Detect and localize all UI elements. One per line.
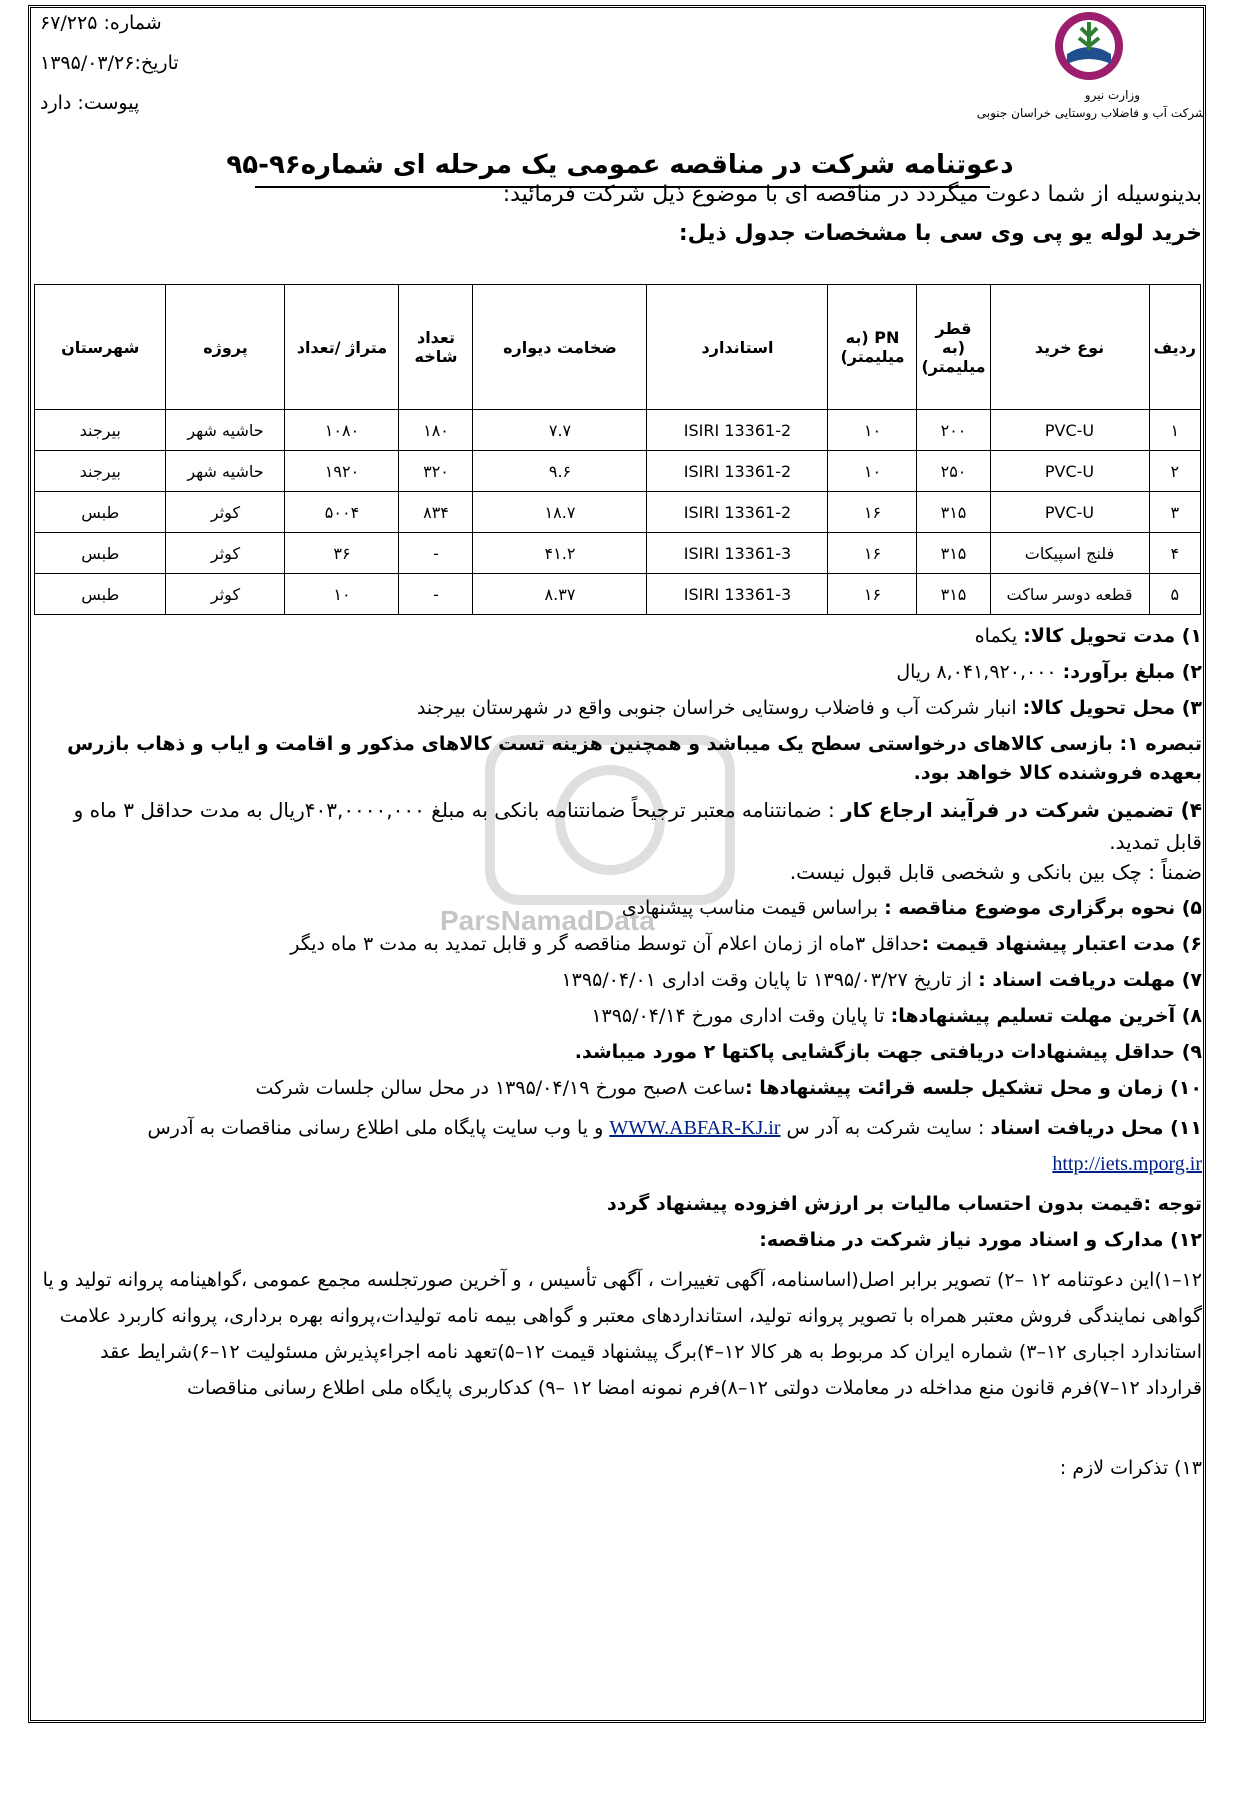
item-doc-location: ۱۱) محل دریافت اسناد : سایت شرکت به آدر س WWW.ABFAR-KJ.ir و یا وب سایت پایگاه ملی اطلاع رسانی مناقصات به آدرس http://iets.mporg.ir — [147, 1117, 1202, 1175]
table-cell: ۳۶ — [285, 533, 399, 574]
table-cell: حاشیه شهر — [166, 451, 285, 492]
table-cell: ۵ — [1149, 574, 1200, 615]
table-cell: ۱۰ — [828, 410, 917, 451]
org-company: شرکت آب و فاضلاب روستایی خراسان جنوبی — [976, 106, 1205, 120]
table-cell: ۱۶ — [828, 574, 917, 615]
table-cell: ۹.۶ — [473, 451, 647, 492]
org-ministry: وزارت نیرو — [1084, 88, 1140, 102]
col-header: استاندارد — [647, 285, 828, 410]
iets-site-link[interactable]: http://iets.mporg.ir — [1052, 1153, 1202, 1175]
table-cell: ISIRI 13361-2 — [647, 451, 828, 492]
table-row — [35, 451, 1201, 492]
table-cell: ۱۰ — [828, 451, 917, 492]
table-cell: PVC-U — [990, 451, 1149, 492]
item-min-bids: ۹) حداقل پیشنهادات دریافتی جهت بازگشایی پاکتها ۲ مورد میباشد. — [574, 1041, 1202, 1063]
table-cell: ۲۵۰ — [917, 451, 990, 492]
item-estimate: ۲) مبلغ برآورد: ۸,۰۴۱,۹۲۰,۰۰۰ ریال — [896, 661, 1202, 683]
table-cell: بیرجند — [35, 451, 166, 492]
company-logo-icon — [1053, 10, 1125, 82]
table-cell: ۲۰۰ — [917, 410, 990, 451]
table-row — [35, 410, 1201, 451]
item-guarantee-note: ضمناً : چک بین بانکی و شخصی قابل قبول نیست. — [789, 860, 1202, 884]
table-cell: ۱ — [1149, 410, 1200, 451]
table-cell: فلنج اسپیکات — [990, 533, 1149, 574]
table-cell: طبس — [35, 492, 166, 533]
letter-date: تاریخ:۱۳۹۵/۰۳/۲۶ — [40, 52, 179, 74]
item-required-docs: ۱۲) مدارک و اسناد مورد نیاز شرکت در مناقصه: — [759, 1229, 1202, 1251]
company-site-link[interactable]: WWW.ABFAR-KJ.ir — [609, 1117, 781, 1139]
spec-table — [34, 284, 1201, 615]
col-header: پروژه — [166, 285, 285, 410]
col-header: نوع خرید — [990, 285, 1149, 410]
item-notes: ۱۳) تذکرات لازم : — [1059, 1457, 1202, 1479]
table-cell: ۱۶ — [828, 492, 917, 533]
item-validity: ۶) مدت اعتبار پیشنهاد قیمت :حداقل ۳ماه از زمان اعلام آن توسط مناقصه گر و قابل تمدید به مدت ۳ ماه دیگر — [290, 933, 1202, 955]
item-guarantee: ۴) تضمین شرکت در فرآیند ارجاع کار : ضمانتنامه معتبر ترجیحاً ضمانتنامه بانکی به مبلغ ۴۰۳,۰۰۰۰,۰۰۰ریال به مدت حداقل ۳ ماه و قابل تمدید. — [73, 798, 1202, 854]
intro-line-1: بدینوسیله از شما دعوت میگردد در مناقصه ای با موضوع ذیل شرکت فرمائید: — [502, 182, 1202, 207]
intro-line-2: خرید لوله یو پی وی سی با مشخصات جدول ذیل: — [678, 221, 1202, 246]
table-cell: ISIRI 13361-2 — [647, 492, 828, 533]
col-header: قطر (به میلیمتر) — [917, 285, 990, 410]
table-header-row — [35, 285, 1201, 410]
table-row — [35, 574, 1201, 615]
table-cell: ۱۹۲۰ — [285, 451, 399, 492]
table-cell: ۱۸۰ — [399, 410, 473, 451]
table-cell: ۲ — [1149, 451, 1200, 492]
table-cell: ۴ — [1149, 533, 1200, 574]
table-cell: کوثر — [166, 574, 285, 615]
table-cell: ۳۱۵ — [917, 533, 990, 574]
item-opening-session: ۱۰) زمان و محل تشکیل جلسه قرائت پیشنهادها :ساعت ۸صبح مورخ ۱۳۹۵/۰۴/۱۹ در محل سالن جلسات شرکت — [255, 1077, 1202, 1099]
col-header: PN (به میلیمتر) — [828, 285, 917, 410]
col-header: متراژ /تعداد — [285, 285, 399, 410]
table-cell: ISIRI 13361-3 — [647, 574, 828, 615]
col-header: شهرستان — [35, 285, 166, 410]
table-cell: ۳۲۰ — [399, 451, 473, 492]
table-cell: ۴۱.۲ — [473, 533, 647, 574]
watermark-site: ParsNamadData — [440, 905, 655, 936]
table-cell: ۵۰۰۴ — [285, 492, 399, 533]
table-cell: ۱۰ — [285, 574, 399, 615]
table-cell: ۳ — [1149, 492, 1200, 533]
table-cell: PVC-U — [990, 492, 1149, 533]
item-submit-deadline: ۸) آخرین مهلت تسلیم پیشنهادها: تا پایان وقت اداری مورخ ۱۳۹۵/۰۴/۱۴ — [591, 1005, 1202, 1027]
table-cell: ۳۱۵ — [917, 574, 990, 615]
item-delivery-place: ۳) محل تحویل کالا: انبار شرکت آب و فاضلاب روستایی خراسان جنوبی واقع در شهرستان بیرجند — [416, 697, 1202, 719]
table-cell: ۱۸.۷ — [473, 492, 647, 533]
table-cell: کوثر — [166, 492, 285, 533]
table-cell: قطعه دوسر ساکت — [990, 574, 1149, 615]
note-vat: توجه :قیمت بدون احتساب مالیات بر ارزش افزوده پیشنهاد گردد — [606, 1193, 1202, 1215]
letter-attachment: پیوست: دارد — [40, 92, 140, 114]
note-inspection: تبصره ۱: بازسی کالاهای درخواستی سطح یک میباشد و همچنین هزینه تست کالاهای مذکور و اقامت و ایاب و ذهاب بازرس بعهده فروشنده کالا خواهد بود. — [67, 733, 1202, 784]
table-cell: ۱۰۸۰ — [285, 410, 399, 451]
table-cell: ۸۳۴ — [399, 492, 473, 533]
table-cell: - — [399, 574, 473, 615]
table-cell: ISIRI 13361-2 — [647, 410, 828, 451]
table-cell: طبس — [35, 574, 166, 615]
col-header: تعداد شاخه — [399, 285, 473, 410]
col-header: ضخامت دیواره — [473, 285, 647, 410]
item-method: ۵) نحوه برگزاری موضوع مناقصه : براساس قیمت مناسب پیشنهادی — [621, 897, 1202, 919]
table-cell: ۱۶ — [828, 533, 917, 574]
table-cell: کوثر — [166, 533, 285, 574]
table-cell: ۷.۷ — [473, 410, 647, 451]
item-delivery-time: ۱) مدت تحویل کالا: یکماه — [974, 625, 1202, 647]
page-title: دعوتنامه شرکت در مناقصه عمومی یک مرحله ای شماره۹۶-۹۵ — [226, 150, 1014, 180]
item-doc-deadline: ۷) مهلت دریافت اسناد : از تاریخ ۱۳۹۵/۰۳/۲۷ تا پایان وقت اداری ۱۳۹۵/۰۴/۰۱ — [561, 969, 1202, 991]
table-cell: - — [399, 533, 473, 574]
table-cell: حاشیه شهر — [166, 410, 285, 451]
required-docs-list: ۱۲–۱)این دعوتنامه ۱۲ –۲) تصویر برابر اصل(اساسنامه، آگهی تغییرات ، آگهی تأسیس ، و آخرین صورتجلسه مجمع عمومی ،گواهینامه پروانه تولید و یا گواهی نمایندگی فروش معتبر همراه با تصویر پروانه تولید، استانداردهای معتبر و گواهی بیمه نامه تولیدات،پروانه بهره برداری، پروانه کاربرد علامت استاندارد اجباری ۱۲–۳) شماره ایران کد مربوط به هر کالا ۱۲–۴)برگ پیشنهاد قیمت ۱۲–۵)تعهد نامه اجراءپذیرش مسئولیت ۱۲–۶)شرایط عقد قرارداد ۱۲–۷)فرم قانون منع مداخله در معاملات دولتی ۱۲–۸)فرم نمونه امضا ۱۲ –۹) کدکاربری پایگاه ملی اطلاع رسانی مناقصات — [42, 1269, 1202, 1399]
table-cell: بیرجند — [35, 410, 166, 451]
table-cell: ۳۱۵ — [917, 492, 990, 533]
table-cell: PVC-U — [990, 410, 1149, 451]
col-header: ردیف — [1149, 285, 1200, 410]
table-cell: ISIRI 13361-3 — [647, 533, 828, 574]
letter-number: شماره: ۶۷/۲۲۵ — [40, 12, 162, 34]
table-cell: طبس — [35, 533, 166, 574]
table-row — [35, 533, 1201, 574]
table-row — [35, 492, 1201, 533]
table-cell: ۸.۳۷ — [473, 574, 647, 615]
